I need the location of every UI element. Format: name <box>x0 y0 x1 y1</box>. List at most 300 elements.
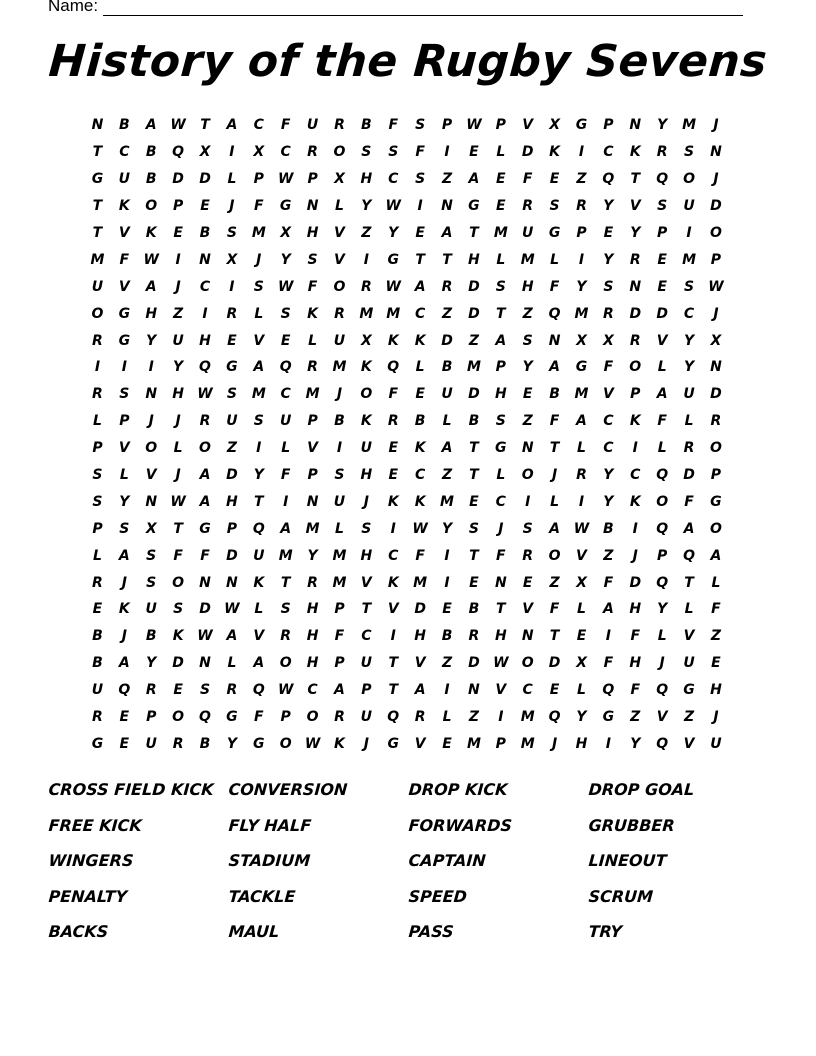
grid-letter[interactable]: P <box>657 547 668 564</box>
grid-letter[interactable]: R <box>602 305 614 322</box>
grid-letter[interactable]: E <box>415 386 425 403</box>
grid-letter[interactable]: Z <box>441 655 453 672</box>
grid-letter[interactable]: S <box>334 467 345 484</box>
grid-letter[interactable]: Q <box>656 735 669 752</box>
grid-letter[interactable]: Y <box>388 225 399 241</box>
grid-letter[interactable]: Z <box>522 305 533 322</box>
grid-letter[interactable]: E <box>92 601 103 618</box>
grid-letter[interactable]: Y <box>226 735 237 752</box>
grid-letter[interactable]: K <box>387 332 399 349</box>
grid-letter[interactable]: T <box>469 440 479 457</box>
grid-letter[interactable]: A <box>253 359 265 376</box>
grid-letter[interactable]: O <box>656 493 669 510</box>
grid-letter[interactable]: W <box>277 171 294 188</box>
grid-letter[interactable]: Q <box>683 547 695 564</box>
grid-letter[interactable]: K <box>629 413 641 430</box>
grid-letter[interactable]: M <box>520 709 535 726</box>
grid-letter[interactable]: S <box>307 251 318 268</box>
grid-letter[interactable]: V <box>522 601 534 618</box>
grid-letter[interactable]: J <box>229 198 235 215</box>
grid-letter[interactable]: M <box>440 493 454 510</box>
grid-letter[interactable]: Q <box>387 709 400 726</box>
grid-letter[interactable]: T <box>684 574 694 591</box>
grid-letter[interactable]: A <box>226 117 238 134</box>
grid-letter[interactable]: E <box>119 735 130 752</box>
grid-letter[interactable]: C <box>388 547 399 564</box>
grid-letter[interactable]: N <box>91 117 104 134</box>
grid-letter[interactable]: I <box>94 359 101 376</box>
grid-letter[interactable]: F <box>496 547 506 564</box>
grid-letter[interactable]: E <box>442 735 452 752</box>
grid-letter[interactable]: X <box>280 225 292 241</box>
grid-letter[interactable]: J <box>336 386 343 403</box>
grid-letter[interactable]: V <box>118 440 130 457</box>
grid-letter[interactable]: O <box>629 359 642 376</box>
grid-letter[interactable]: X <box>334 171 345 188</box>
grid-letter[interactable]: N <box>441 198 453 215</box>
grid-letter[interactable]: E <box>657 278 667 295</box>
grid-letter[interactable]: B <box>441 359 453 376</box>
grid-letter[interactable]: P <box>495 735 506 752</box>
grid-letter[interactable]: S <box>522 520 533 537</box>
grid-letter[interactable]: A <box>253 655 265 672</box>
grid-letter[interactable]: B <box>199 735 211 752</box>
grid-letter[interactable]: O <box>279 735 292 752</box>
grid-letter[interactable]: P <box>307 171 318 188</box>
grid-letter[interactable]: N <box>521 628 534 645</box>
grid-letter[interactable]: O <box>360 386 373 403</box>
grid-letter[interactable]: E <box>173 225 183 241</box>
grid-letter[interactable]: J <box>175 413 181 430</box>
grid-letter[interactable]: Z <box>710 628 721 645</box>
grid-letter[interactable]: T <box>92 225 103 241</box>
grid-letter[interactable]: J <box>551 467 558 484</box>
grid-letter[interactable]: S <box>495 413 506 430</box>
grid-letter[interactable]: I <box>444 547 450 564</box>
grid-letter[interactable]: T <box>173 520 183 537</box>
grid-letter[interactable]: I <box>390 628 396 645</box>
grid-letter[interactable]: S <box>549 198 560 215</box>
grid-letter[interactable]: I <box>283 493 289 510</box>
grid-letter[interactable]: D <box>710 386 722 403</box>
grid-letter[interactable]: D <box>468 305 480 322</box>
grid-letter[interactable]: L <box>442 709 452 726</box>
grid-letter[interactable]: X <box>576 574 587 591</box>
grid-letter[interactable]: U <box>333 332 346 349</box>
grid-letter[interactable]: R <box>92 574 103 591</box>
grid-letter[interactable]: O <box>199 440 211 457</box>
grid-letter[interactable]: Y <box>657 117 668 134</box>
grid-letter[interactable]: O <box>709 520 722 537</box>
grid-letter[interactable]: F <box>603 655 614 672</box>
grid-letter[interactable]: K <box>549 144 561 161</box>
grid-letter[interactable]: L <box>335 198 344 215</box>
grid-letter[interactable]: E <box>576 628 587 645</box>
grid-letter[interactable]: M <box>682 251 696 268</box>
grid-letter[interactable]: A <box>199 493 211 510</box>
grid-letter[interactable]: S <box>468 520 479 537</box>
grid-letter[interactable]: C <box>253 117 264 134</box>
grid-letter[interactable]: B <box>145 144 157 161</box>
grid-letter[interactable]: C <box>603 413 614 430</box>
grid-letter[interactable]: O <box>548 547 561 564</box>
grid-letter[interactable]: A <box>549 520 560 537</box>
grid-letter[interactable]: F <box>307 278 318 295</box>
grid-letter[interactable]: Y <box>630 225 641 241</box>
grid-letter[interactable]: D <box>468 386 480 403</box>
grid-letter[interactable]: W <box>493 655 509 672</box>
grid-letter[interactable]: I <box>121 359 127 376</box>
grid-letter[interactable]: G <box>575 359 588 376</box>
grid-letter[interactable]: G <box>575 117 588 134</box>
grid-letter[interactable]: H <box>145 305 158 322</box>
grid-letter[interactable]: S <box>280 601 291 618</box>
grid-letter[interactable]: V <box>683 628 695 645</box>
grid-letter[interactable]: R <box>226 682 238 699</box>
grid-letter[interactable]: L <box>577 601 586 618</box>
grid-letter[interactable]: I <box>336 440 343 457</box>
grid-letter[interactable]: C <box>307 682 318 699</box>
grid-letter[interactable]: K <box>360 413 372 430</box>
grid-letter[interactable]: X <box>549 117 560 134</box>
grid-letter[interactable]: U <box>145 601 157 618</box>
grid-letter[interactable]: Z <box>549 574 560 591</box>
grid-letter[interactable]: T <box>254 493 264 510</box>
grid-letter[interactable]: H <box>521 278 534 295</box>
grid-letter[interactable]: N <box>710 359 722 376</box>
grid-letter[interactable]: E <box>522 574 533 591</box>
grid-letter[interactable]: O <box>683 171 695 188</box>
grid-letter[interactable]: J <box>121 574 127 591</box>
grid-letter[interactable]: C <box>495 493 506 510</box>
grid-letter[interactable]: Z <box>361 225 372 241</box>
grid-letter[interactable]: L <box>657 440 667 457</box>
grid-letter[interactable]: C <box>388 171 399 188</box>
grid-letter[interactable]: C <box>361 628 372 645</box>
grid-letter[interactable]: M <box>305 520 320 537</box>
grid-letter[interactable]: A <box>576 413 587 430</box>
grid-letter[interactable]: Q <box>548 709 561 726</box>
grid-letter[interactable]: W <box>170 117 186 134</box>
grid-letter[interactable]: Z <box>441 467 453 484</box>
grid-letter[interactable]: F <box>549 413 560 430</box>
grid-letter[interactable]: F <box>630 628 641 645</box>
grid-letter[interactable]: D <box>548 655 561 672</box>
grid-letter[interactable]: P <box>253 171 264 188</box>
grid-letter[interactable]: U <box>441 386 453 403</box>
grid-letter[interactable]: L <box>335 520 344 537</box>
grid-letter[interactable]: J <box>175 467 181 484</box>
grid-letter[interactable]: O <box>306 709 319 726</box>
grid-letter[interactable]: U <box>253 547 265 564</box>
grid-letter[interactable]: U <box>118 171 131 188</box>
grid-letter[interactable]: N <box>710 144 722 161</box>
grid-letter[interactable]: Y <box>576 709 587 726</box>
grid-letter[interactable]: Y <box>173 359 184 376</box>
grid-letter[interactable]: O <box>172 574 185 591</box>
grid-letter[interactable]: R <box>280 628 292 645</box>
grid-letter[interactable]: F <box>603 574 614 591</box>
grid-letter[interactable]: H <box>306 225 319 241</box>
grid-letter[interactable]: D <box>199 601 211 618</box>
grid-letter[interactable]: V <box>576 547 587 564</box>
grid-letter[interactable]: S <box>657 198 668 215</box>
grid-letter[interactable]: D <box>710 198 722 215</box>
grid-letter[interactable]: D <box>441 332 453 349</box>
grid-letter[interactable]: U <box>172 332 184 349</box>
grid-letter[interactable]: P <box>710 467 722 484</box>
grid-letter[interactable]: P <box>710 251 722 268</box>
grid-letter[interactable]: K <box>414 440 426 457</box>
grid-letter[interactable]: T <box>388 682 399 699</box>
grid-letter[interactable]: K <box>629 493 641 510</box>
grid-letter[interactable]: R <box>307 359 318 376</box>
grid-letter[interactable]: M <box>574 386 589 403</box>
grid-letter[interactable]: R <box>307 144 318 161</box>
grid-letter[interactable]: Y <box>657 601 668 618</box>
grid-letter[interactable]: Q <box>656 682 669 699</box>
grid-letter[interactable]: P <box>92 440 103 457</box>
grid-letter[interactable]: Z <box>603 547 614 564</box>
grid-letter[interactable]: W <box>385 278 401 295</box>
grid-letter[interactable]: G <box>468 198 480 215</box>
grid-letter[interactable]: Y <box>603 251 614 268</box>
grid-letter[interactable]: X <box>576 332 587 349</box>
grid-letter[interactable]: J <box>175 278 181 295</box>
grid-letter[interactable]: M <box>466 735 481 752</box>
grid-letter[interactable]: N <box>548 332 561 349</box>
grid-letter[interactable]: S <box>683 144 695 161</box>
grid-letter[interactable]: S <box>146 574 157 591</box>
grid-letter[interactable]: B <box>549 386 560 403</box>
name-blank-line[interactable] <box>103 0 743 16</box>
grid-letter[interactable]: H <box>710 682 722 699</box>
grid-letter[interactable]: O <box>333 144 346 161</box>
grid-letter[interactable]: L <box>442 413 452 430</box>
grid-letter[interactable]: Y <box>576 278 587 295</box>
grid-letter[interactable]: K <box>360 359 372 376</box>
grid-letter[interactable]: I <box>605 628 611 645</box>
grid-letter[interactable]: T <box>496 601 506 618</box>
grid-letter[interactable]: S <box>146 547 157 564</box>
grid-letter[interactable]: O <box>145 198 158 215</box>
grid-letter[interactable]: A <box>199 467 211 484</box>
grid-letter[interactable]: A <box>710 547 722 564</box>
grid-letter[interactable]: K <box>253 574 265 591</box>
grid-letter[interactable]: I <box>632 440 638 457</box>
grid-letter[interactable]: M <box>413 574 428 591</box>
grid-letter[interactable]: V <box>522 117 534 134</box>
grid-letter[interactable]: I <box>632 520 638 537</box>
grid-letter[interactable]: A <box>145 278 157 295</box>
grid-letter[interactable]: S <box>119 520 130 537</box>
grid-letter[interactable]: R <box>710 413 722 430</box>
grid-letter[interactable]: E <box>388 440 399 457</box>
grid-letter[interactable]: V <box>495 682 507 699</box>
grid-letter[interactable]: S <box>683 278 695 295</box>
grid-letter[interactable]: P <box>307 467 318 484</box>
grid-letter[interactable]: B <box>361 117 372 134</box>
grid-letter[interactable]: A <box>683 520 695 537</box>
grid-letter[interactable]: B <box>92 655 103 672</box>
grid-letter[interactable]: P <box>119 413 130 430</box>
grid-letter[interactable]: I <box>390 520 396 537</box>
grid-letter[interactable]: L <box>227 171 237 188</box>
grid-letter[interactable]: Q <box>656 467 669 484</box>
grid-letter[interactable]: N <box>199 251 211 268</box>
grid-letter[interactable]: I <box>417 198 423 215</box>
grid-letter[interactable]: G <box>602 709 615 726</box>
grid-letter[interactable]: D <box>468 655 480 672</box>
grid-letter[interactable]: H <box>414 628 426 645</box>
grid-letter[interactable]: T <box>92 198 103 215</box>
grid-letter[interactable]: K <box>172 628 184 645</box>
grid-letter[interactable]: L <box>119 467 129 484</box>
grid-letter[interactable]: H <box>226 493 238 510</box>
grid-letter[interactable]: C <box>119 144 130 161</box>
grid-letter[interactable]: O <box>709 440 722 457</box>
grid-letter[interactable]: D <box>656 305 668 322</box>
grid-letter[interactable]: C <box>630 467 641 484</box>
grid-letter[interactable]: R <box>683 440 695 457</box>
grid-letter[interactable]: U <box>279 413 292 430</box>
grid-letter[interactable]: X <box>145 520 157 537</box>
grid-letter[interactable]: M <box>520 251 535 268</box>
grid-letter[interactable]: Z <box>441 171 453 188</box>
grid-letter[interactable]: S <box>253 278 264 295</box>
grid-letter[interactable]: R <box>334 117 345 134</box>
grid-letter[interactable]: T <box>388 655 399 672</box>
grid-letter[interactable]: J <box>121 628 127 645</box>
grid-letter[interactable]: W <box>143 251 159 268</box>
grid-letter[interactable]: T <box>442 251 452 268</box>
grid-letter[interactable]: F <box>280 467 291 484</box>
grid-letter[interactable]: M <box>90 251 105 268</box>
grid-letter[interactable]: A <box>334 682 345 699</box>
grid-letter[interactable]: U <box>333 493 346 510</box>
grid-letter[interactable]: S <box>199 682 211 699</box>
grid-letter[interactable]: D <box>414 601 426 618</box>
grid-letter[interactable]: C <box>199 278 211 295</box>
grid-letter[interactable]: J <box>713 709 719 726</box>
grid-letter[interactable]: M <box>466 359 481 376</box>
grid-letter[interactable]: T <box>200 117 210 134</box>
grid-letter[interactable]: C <box>683 305 695 322</box>
grid-letter[interactable]: E <box>280 332 291 349</box>
grid-letter[interactable]: A <box>602 601 614 618</box>
grid-letter[interactable]: C <box>280 144 291 161</box>
grid-letter[interactable]: G <box>253 735 265 752</box>
grid-letter[interactable]: E <box>549 682 560 699</box>
grid-letter[interactable]: N <box>629 117 642 134</box>
grid-letter[interactable]: E <box>469 144 479 161</box>
grid-letter[interactable]: Y <box>361 198 372 215</box>
grid-letter[interactable]: Q <box>118 682 131 699</box>
grid-letter[interactable]: A <box>441 440 453 457</box>
grid-letter[interactable]: M <box>682 117 696 134</box>
grid-letter[interactable]: P <box>495 117 506 134</box>
grid-letter[interactable]: L <box>684 601 694 618</box>
grid-letter[interactable]: O <box>521 655 534 672</box>
grid-letter[interactable]: K <box>387 574 399 591</box>
grid-letter[interactable]: M <box>332 359 347 376</box>
grid-letter[interactable]: J <box>363 493 369 510</box>
grid-letter[interactable]: A <box>495 332 507 349</box>
grid-letter[interactable]: V <box>334 225 345 241</box>
grid-letter[interactable]: U <box>522 225 534 241</box>
grid-letter[interactable]: Z <box>522 413 533 430</box>
grid-letter[interactable]: I <box>444 574 450 591</box>
grid-letter[interactable]: V <box>253 332 265 349</box>
grid-letter[interactable]: H <box>360 547 373 564</box>
grid-letter[interactable]: Z <box>226 440 237 457</box>
grid-letter[interactable]: M <box>359 305 374 322</box>
grid-letter[interactable]: H <box>629 655 642 672</box>
grid-letter[interactable]: M <box>251 386 266 403</box>
grid-letter[interactable]: P <box>172 198 184 215</box>
grid-letter[interactable]: B <box>92 628 103 645</box>
grid-letter[interactable]: G <box>710 493 722 510</box>
grid-letter[interactable]: W <box>197 386 213 403</box>
grid-letter[interactable]: L <box>657 359 667 376</box>
grid-letter[interactable]: L <box>496 144 506 161</box>
grid-letter[interactable]: K <box>629 144 641 161</box>
grid-letter[interactable]: N <box>145 386 158 403</box>
grid-letter[interactable]: S <box>119 386 130 403</box>
grid-letter[interactable]: O <box>521 467 534 484</box>
grid-letter[interactable]: J <box>713 171 719 188</box>
grid-letter[interactable]: R <box>629 251 641 268</box>
grid-letter[interactable]: J <box>256 251 262 268</box>
grid-letter[interactable]: Q <box>279 359 292 376</box>
grid-letter[interactable]: L <box>254 305 264 322</box>
grid-letter[interactable]: C <box>414 467 426 484</box>
grid-letter[interactable]: F <box>254 198 264 215</box>
grid-letter[interactable]: I <box>498 709 504 726</box>
grid-letter[interactable]: T <box>549 440 560 457</box>
grid-letter[interactable]: M <box>251 225 266 241</box>
grid-letter[interactable]: Q <box>656 574 669 591</box>
grid-letter[interactable]: M <box>278 547 293 564</box>
grid-letter[interactable]: G <box>683 682 695 699</box>
grid-letter[interactable]: S <box>415 171 426 188</box>
grid-letter[interactable]: A <box>549 359 560 376</box>
grid-letter[interactable]: B <box>414 413 426 430</box>
grid-letter[interactable]: E <box>200 198 210 215</box>
grid-letter[interactable]: U <box>683 198 695 215</box>
grid-letter[interactable]: Y <box>280 251 291 268</box>
grid-letter[interactable]: F <box>200 547 210 564</box>
grid-letter[interactable]: I <box>686 225 692 241</box>
grid-letter[interactable]: M <box>574 305 589 322</box>
grid-letter[interactable]: H <box>468 251 480 268</box>
grid-letter[interactable]: Y <box>253 467 264 484</box>
grid-letter[interactable]: P <box>334 601 345 618</box>
grid-letter[interactable]: V <box>334 251 345 268</box>
grid-letter[interactable]: U <box>360 709 373 726</box>
grid-letter[interactable]: L <box>308 332 318 349</box>
grid-letter[interactable]: Y <box>603 467 614 484</box>
grid-letter[interactable]: I <box>229 278 235 295</box>
grid-letter[interactable]: D <box>468 278 480 295</box>
grid-letter[interactable]: G <box>226 359 238 376</box>
grid-letter[interactable]: U <box>360 440 373 457</box>
grid-letter[interactable]: P <box>603 117 614 134</box>
grid-letter[interactable]: T <box>469 467 479 484</box>
grid-letter[interactable]: H <box>306 601 319 618</box>
grid-letter[interactable]: V <box>387 601 399 618</box>
grid-letter[interactable]: D <box>226 467 238 484</box>
